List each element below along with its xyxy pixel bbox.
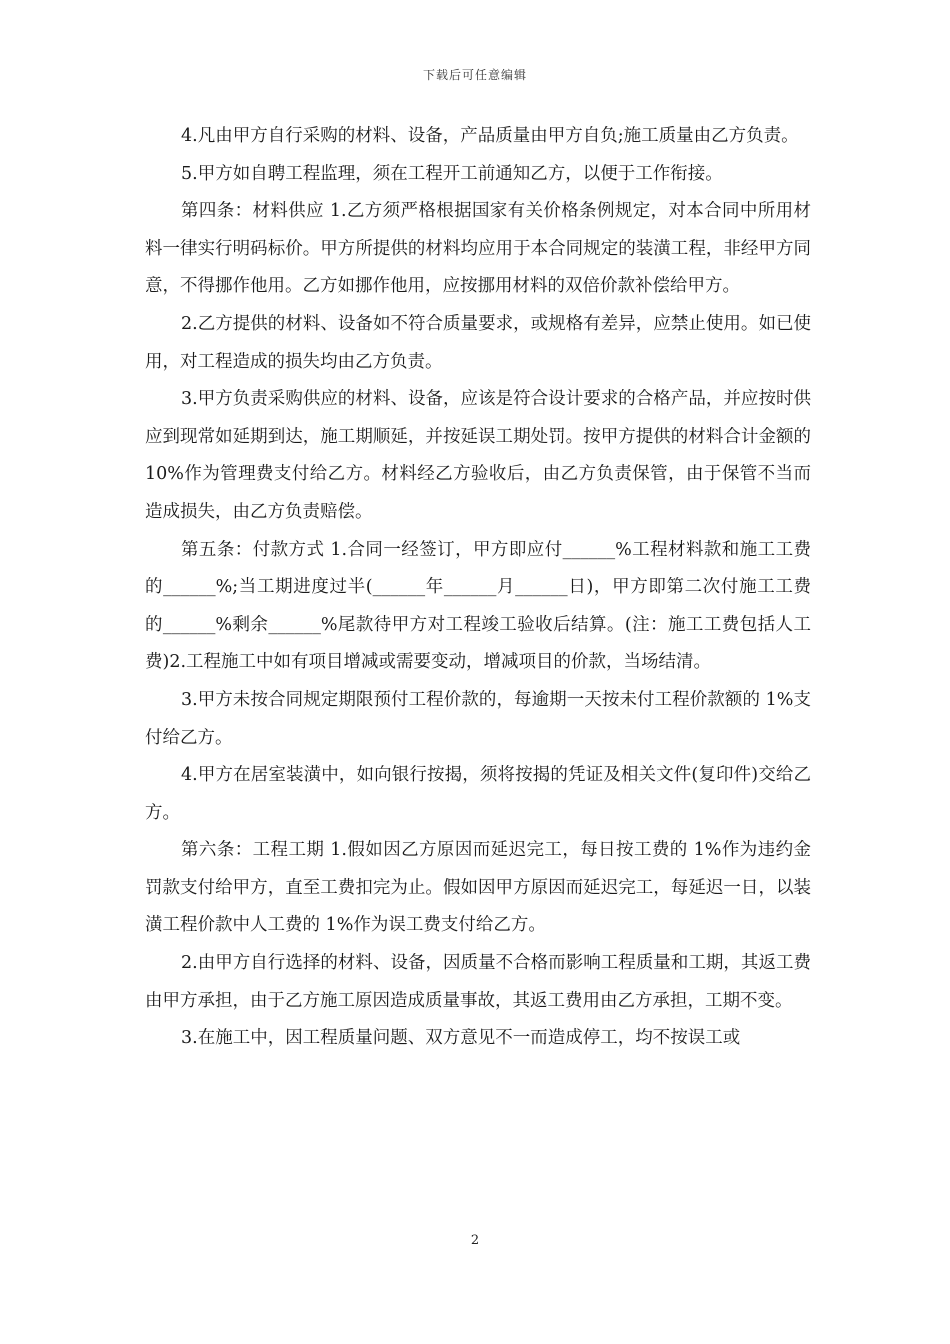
clause-paragraph: 5.甲方如自聘工程监理，须在工程开工前通知乙方，以便于工作衔接。 [181, 163, 723, 184]
clause-paragraph: 第六条：工程工期 1.假如因乙方原因而延迟完工，每日按工费的 1%作为违约金罚款支付给甲方，直至工费扣完为止。假如因甲方原因而延迟完工，每延迟一日，以装潢工程价款中人工费的 1%作为误工费支付给乙方。 [145, 840, 811, 936]
clause-paragraph: 3.在施工中，因工程质量问题、双方意见不一而造成停工，均不按误工或 [181, 1028, 741, 1049]
clause-paragraph: 2.乙方提供的材料、设备如不符合质量要求，或规格有差异，应禁止使用。如已使用，对工程造成的损失均由乙方负责。 [145, 313, 811, 372]
page-header: 下载后可任意编辑 [422, 68, 527, 82]
clause-paragraph: 2.由甲方自行选择的材料、设备，因质量不合格而影响工程质量和工期，其返工费由甲方承担，由于乙方施工原因造成质量事故，其返工费用由乙方承担，工期不变。 [145, 953, 811, 1011]
clause-paragraph: 第四条：材料供应 1.乙方须严格根据国家有关价格条例规定，对本合同中所用材料一律实行明码标价。甲方所提供的材料均应用于本合同规定的装潢工程，非经甲方同意，不得挪作他用。乙方如挪作他用，应按挪用材料的双倍价款补偿给甲方。 [145, 201, 811, 297]
document-body [145, 118, 811, 1058]
clause-paragraph: 3.甲方负责采购供应的材料、设备，应该是符合设计要求的合格产品，并应按时供应到现常如延期到达，施工期顺延，并按延误工期处罚。按甲方提供的材料合计金额的 10%作为管理费支付给乙方。材料经乙方验收后，由乙方负责保管，由于保管不当而造成损失，由乙方负责赔偿。 [145, 389, 811, 522]
clause-paragraph: 4.凡由甲方自行采购的材料、设备，产品质量由甲方自负;施工质量由乙方负责。 [181, 126, 799, 146]
clause-paragraph: 3.甲方未按合同规定期限预付工程价款的，每逾期一天按未付工程价款额的 1%支付给乙方。 [145, 689, 811, 748]
clause-paragraph: 第五条：付款方式 1.合同一经签订，甲方即应付______%工程材料款和施工工费的______%;当工期进度过半(______年______月______日)，甲方即第二次付施工工费的______%剩余______%尾款待甲方对工程竣工验收后结算。(注：施工工费包括人工费)2.工程施工中如有项目增减或需要变动，增减项目的价款，当场结清。 [145, 539, 811, 673]
page-number: 2 [470, 1233, 480, 1248]
clause-paragraph: 4.甲方在居室装潢中，如向银行按揭，须将按揭的凭证及相关文件(复印件)交给乙方。 [145, 765, 811, 823]
